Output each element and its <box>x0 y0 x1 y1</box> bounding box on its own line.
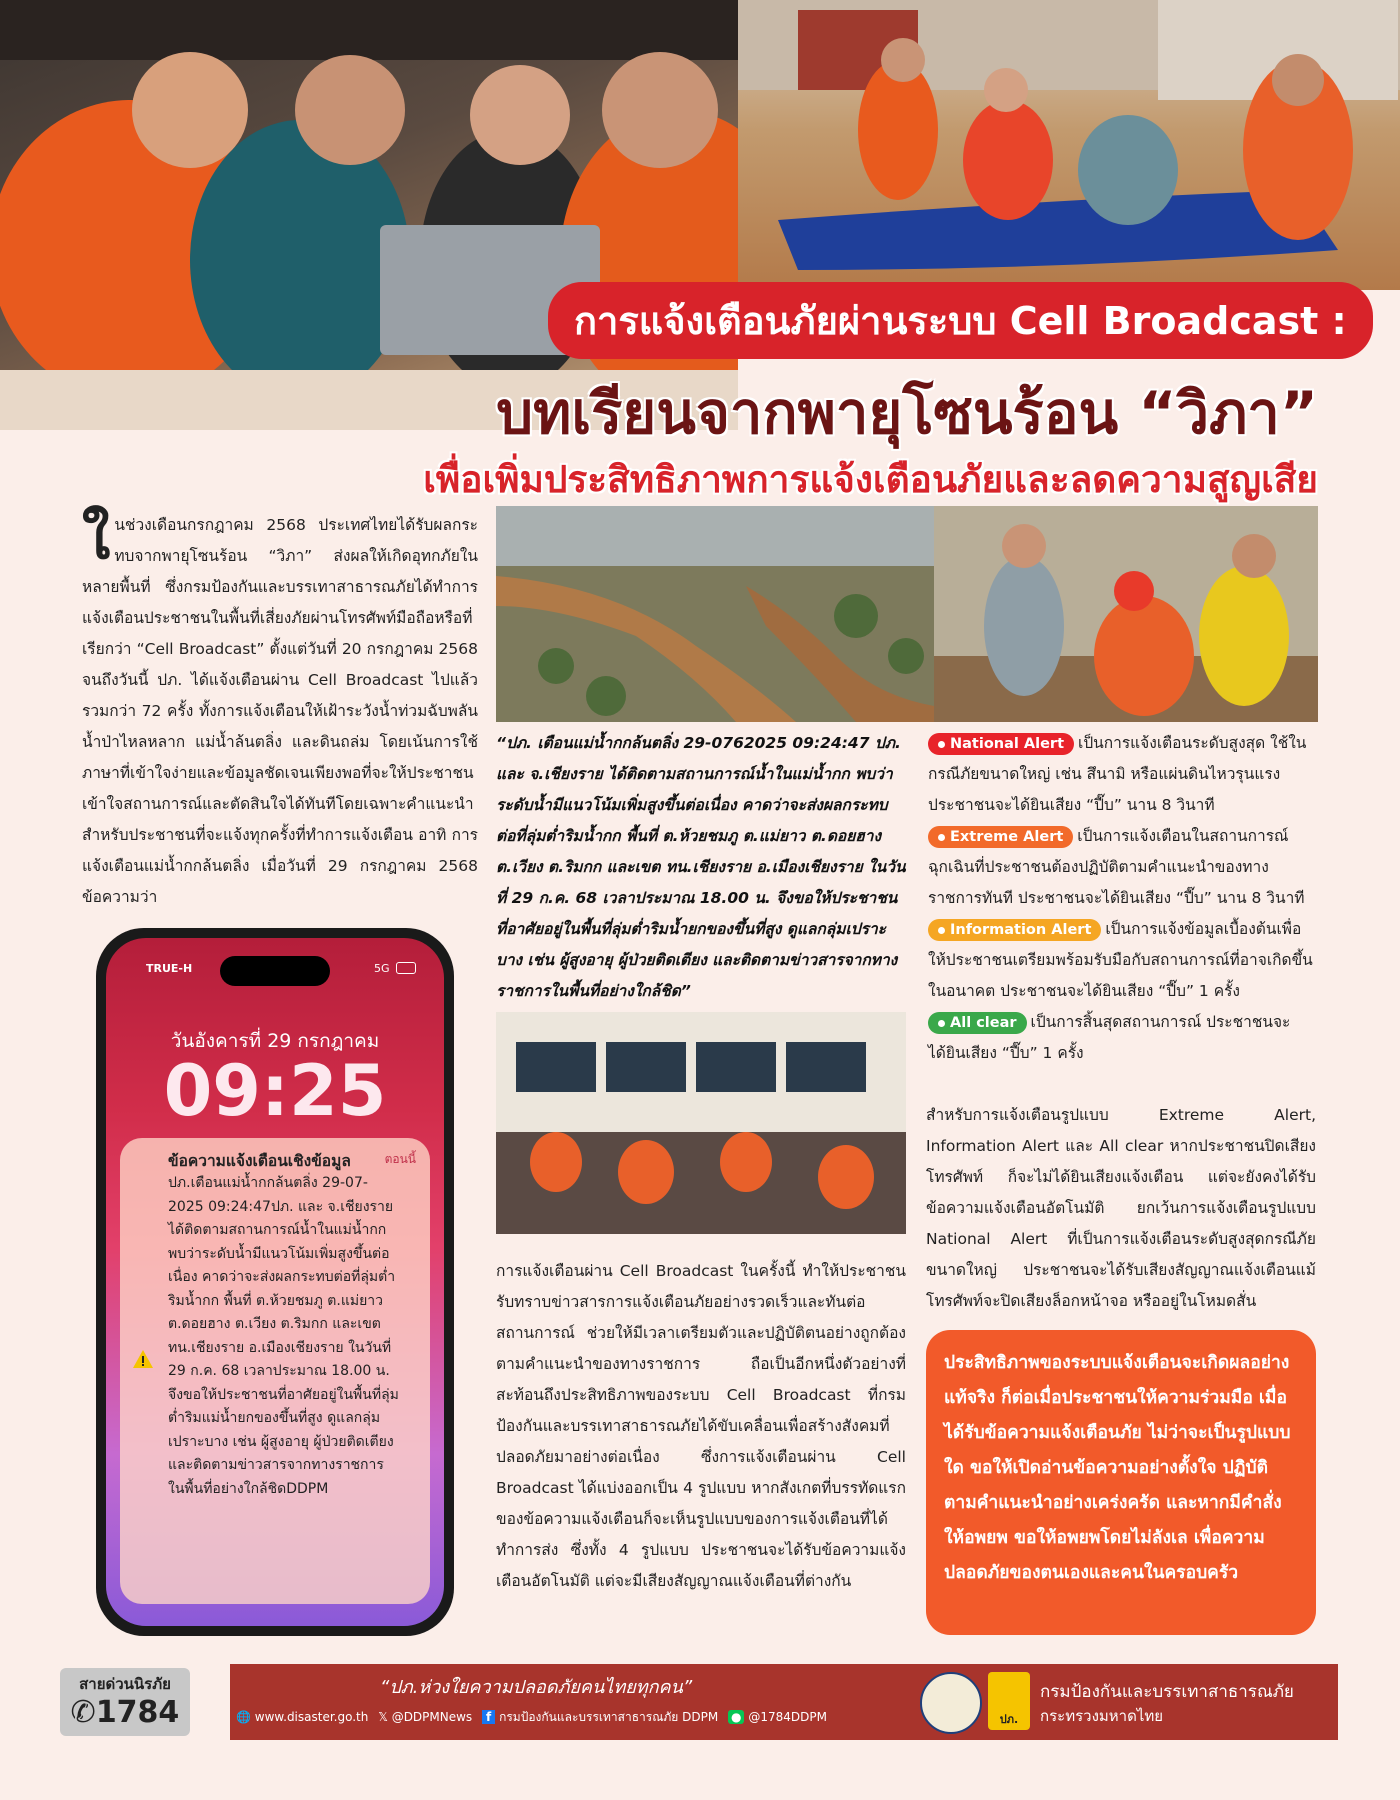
line-icon: ● <box>728 1710 744 1724</box>
phone-icon: ✆ <box>70 1695 96 1730</box>
alert-quote: “ปภ. เตือนแม่น้ำกกล้นตลิ่ง 29-0762025 09:24:47 ปภ. และ จ.เชียงราย ได้ติดตามสถานการณ์น้ำในแม่น้ำกก พบว่าระดับน้ำมีแนวโน้มเพิ่มสูงขึ้นต่อเนื่อง คาดว่าจะส่งผลกระทบต่อที่ลุ่มต่ำริมน้ำกก พื้นที่ ต.ห้วยชมภู ต.แม่ยาว ต.ดอยฮาง ต.เวียง ต.ริมกก และเขต ทน.เชียงราย อ.เมืองเชียงราย ในวันที่ 29 ก.ค. 68 เวลาประมาณ 18.00 น. จึงขอให้ประชาชนที่อาศัยอยู่ในพื้นที่ลุ่มต่ำริมน้ำยกของขึ้นที่สูง ดูแลกลุ่มเปราะบาง เช่น ผู้สูงอายุ ผู้ป่วยติดเตียง และติดตามข่าวสารจากทางราชการในพื้นที่อย่างใกล้ชิด” <box>496 734 906 1000</box>
footer-slogan: “ปภ.ห่วงใยความปลอดภัยคนไทยทุกคน” <box>380 1677 693 1698</box>
ministry-seal-icon <box>920 1672 982 1734</box>
twitter-icon: 𝕏 <box>378 1710 388 1724</box>
footer-bar <box>230 1664 1338 1740</box>
control-room-art <box>496 1012 906 1234</box>
body-paragraph-3: สำหรับการแจ้งเตือนรูปแบบ Extreme Alert, Information Alert และ All clear หากประชาชนปิดเสียงโทรศัพท์ ก็จะไม่ได้ยินเสียงแจ้งเตือน แต่จะยังคงได้รับข้อความแจ้งเตือนอัตโนมัติ ยกเว้นการแจ้งเตือนรูปแบบ National Alert ที่เป็นการแจ้งเตือนระดับสูงสุดกรณีภัยขนาดใหญ่ ประชาชนจะได้รับเสียงสัญญาณแจ้งเตือนแม้โทรศัพท์จะปิดเสียงล็อกหน้าจอ หรืออยู่ในโหมดสั่น <box>926 1106 1316 1310</box>
ddpm-logo <box>988 1672 1030 1730</box>
carrier-label: TRUE-H <box>146 962 193 975</box>
dynamic-island <box>220 956 330 986</box>
phone-mockup <box>96 928 454 1636</box>
alert-types-list <box>928 728 1316 1069</box>
alert-extreme: Extreme Alert เป็นการแจ้งเตือนในสถานการณ์ฉุกเฉินที่ประชาชนต้องปฏิบัติตามคำแนะนำของทางราชการทันที ประชาชนจะได้ยินเสียง “ปี๊บ” นาน 8 วินาที <box>928 827 1305 907</box>
notification-time: ตอนนี้ <box>384 1152 416 1166</box>
rescue-street-photo <box>934 506 1318 722</box>
hotline-label: สายด่วนนิรภัย <box>79 1675 171 1693</box>
body-paragraph-2: การแจ้งเตือนผ่าน Cell Broadcast ในครั้งนี้ ทำให้ประชาชนรับทราบข่าวสารการแจ้งเตือนภัยอย่างรวดเร็วและทันต่อสถานการณ์ ช่วยให้มีเวลาเตรียมตัวและปฏิบัติตนอย่างถูกต้องตามคำแนะนำของทางราชการ ถือเป็นอีกหนึ่งตัวอย่างที่สะท้อนถึงประสิทธิภาพของระบบ Cell Broadcast ที่กรมป้องกันและบรรเทาสาธารณภัยได้ขับเคลื่อนเพื่อสร้างสังคมที่ปลอดภัยมาอย่างต่อเนื่อง ซึ่งการแจ้งเตือนผ่าน Cell Broadcast ได้แบ่งออกเป็น 4 รูปแบบ หากสังเกตที่บรรทัดแรกของข้อความแจ้งเตือนก็จะเห็นรูปแบบของการแจ้งเตือนที่ได้ทำการส่ง ซึ่งทั้ง 4 รูปแบบ ประชาชนจะได้รับข้อความแจ้งเตือนอัตโนมัติ แต่จะมีเสียงสัญญาณแจ้งเตือนที่ต่างกัน <box>496 1262 906 1590</box>
lock-date: วันอังคารที่ 29 กรกฎาคม <box>170 1030 380 1052</box>
main-title: บทเรียนจากพายุโซนร้อน “วิภา” <box>496 379 1318 447</box>
information-alert-pill: Information Alert <box>928 919 1101 941</box>
rescue-street-art <box>934 506 1318 722</box>
org-name: กรมป้องกันและบรรเทาสาธารณภัย <box>1040 1682 1294 1702</box>
national-alert-pill: National Alert <box>928 733 1074 755</box>
alert-notification[interactable] <box>120 1138 430 1604</box>
all-clear-pill: All clear <box>928 1012 1027 1034</box>
alert-all-clear: All clear เป็นการสิ้นสุดสถานการณ์ ประชาชนจะได้ยินเสียง “ปี๊บ” 1 ครั้ง <box>928 1013 1291 1062</box>
hotline-number: 1784 <box>95 1695 180 1730</box>
globe-icon: 🌐 <box>236 1710 251 1724</box>
alert-information: Information Alert เป็นการแจ้งข้อมูลเบื้องต้นเพื่อให้ประชาชนเตรียมพร้อมรับมือกับสถานการณ์ที่อาจเกิดขึ้นในอนาคต ประชาชนจะได้ยินเสียง “ปี๊บ” 1 ครั้ง <box>928 920 1313 1000</box>
org-ministry: กระทรวงมหาดไทย <box>1040 1707 1164 1725</box>
warning-icon <box>132 1348 154 1370</box>
aerial-flood-art <box>496 506 934 722</box>
boat-rescue-art <box>738 0 1400 290</box>
hotline-box <box>60 1668 190 1736</box>
facebook-page[interactable]: กรมป้องกันและบรรเทาสาธารณภัย DDPM <box>499 1710 719 1724</box>
title-pill: การแจ้งเตือนภัยผ่านระบบ Cell Broadcast : <box>548 282 1373 359</box>
aerial-flood-photo <box>496 506 934 722</box>
phone-screen <box>106 938 444 1626</box>
boat-rescue-photo <box>738 0 1400 290</box>
notification-body: ปภ.เตือนแม่น้ำกกล้นตลิ่ง 29-07-2025 09:24:47ปภ. และ จ.เชียงราย ได้ติดตามสถานการณ์น้ำในแม่น้ำกก พบว่าระดับน้ำมีแนวโน้มเพิ่มสูงขึ้นต่อเนื่อง คาดว่าจะส่งผลกระทบต่อที่ลุ่มต่ำริมน้ำกก พื้นที่ ต.ห้วยชมภู ต.แม่ยาว ต.ดอยฮาง ต.เวียง ต.ริมกก และเขต ทน.เชียงราย อ.เมืองเชียงราย ในวันที่ 29 ก.ค. 68 เวลาประมาณ 18.00 น. จึงขอให้ประชาชนที่อาศัยอยู่ในพื้นที่ลุ่มต่ำริมแม่น้ำยกของขึ้นที่สูง ดูแลกลุ่มเปราะบาง เช่น ผู้สูงอายุ ผู้ป่วยติดเตียง และติดตามข่าวสารจากทางราชการในพื้นที่อย่างใกล้ชิดDDPM <box>168 1175 399 1497</box>
twitter-handle[interactable]: @DDPMNews <box>391 1710 473 1724</box>
intro-text: นช่วงเดือนกรกฎาคม 2568 ประเทศไทยได้รับผลกระทบจากพายุโซนร้อน “วิภา” ส่งผลให้เกิดอุทกภัยในหลายพื้นที่ ซึ่งกรมป้องกันและบรรเทาสาธารณภัยได้ทำการแจ้งเตือนประชาชนในพื้นที่เสี่ยงภัยผ่านโทรศัพท์มือถือหรือที่เรียกว่า “Cell Broadcast” ตั้งแต่วันที่ 20 กรกฎาคม 2568 จนถึงวันนี้ ปภ. ได้แจ้งเตือนผ่าน Cell Broadcast ไปแล้วรวมกว่า 72 ครั้ง ทั้งการแจ้งเตือนให้เฝ้าระวังน้ำท่วมฉับพลัน น้ำป่าไหลหลาก แม่น้ำล้นตลิ่ง และดินถล่ม โดยเน้นการใช้ภาษาที่เข้าใจง่ายและข้อมูลชัดเจนเพียงพอที่จะให้ประชาชนเข้าใจสถานการณ์และตัดสินใจได้ทันทีโดยเฉพาะคำแนะนำสำหรับประชาชนที่จะแจ้งทุกครั้งที่ทำการแจ้งเตือน อาทิ การแจ้งเตือนแม่น้ำกกล้นตลิ่ง เมื่อวันที่ 29 กรกฎาคม 2568 ข้อความว่า <box>82 516 478 906</box>
ddpm-logo-text: ปภ. <box>999 1713 1019 1726</box>
line-handle[interactable]: @1784DDPM <box>748 1710 827 1724</box>
website-link[interactable]: www.disaster.go.th <box>254 1710 369 1724</box>
notification-title: ข้อความแจ้งเตือนเชิงข้อมูล <box>168 1152 351 1170</box>
battery-icon <box>396 962 416 974</box>
hotline-number-row <box>60 1696 190 1730</box>
facebook-icon: f <box>482 1710 495 1724</box>
control-room-photo <box>496 1012 906 1234</box>
footer-social-row <box>236 1708 827 1727</box>
dropcap: ใ <box>82 504 111 572</box>
alert-national: National Alert เป็นการแจ้งเตือนระดับสูงสุด ใช้ในกรณีภัยขนาดใหญ่ เช่น สึนามิ หรือแผ่นดินไหวรุนแรง ประชาชนจะได้ยินเสียง “ปี๊บ” นาน 8 วินาที <box>928 734 1307 814</box>
intro-paragraph <box>82 504 478 920</box>
subtitle: เพื่อเพิ่มประสิทธิภาพการแจ้งเตือนภัยและลดความสูญเสีย <box>423 458 1318 501</box>
lock-time: 09:25 <box>163 1050 387 1132</box>
extreme-alert-pill: Extreme Alert <box>928 826 1073 848</box>
callout-box: ประสิทธิภาพของระบบแจ้งเตือนจะเกิดผลอย่างแท้จริง ก็ต่อเมื่อประชาชนให้ความร่วมมือ เมื่อได้รับข้อความแจ้งเตือนภัย ไม่ว่าจะเป็นรูปแบบใด ขอให้เปิดอ่านข้อความอย่างตั้งใจ ปฏิบัติตามคำแนะนำอย่างเคร่งครัด และหากมีคำสั่งให้อพยพ ขอให้อพยพโดยไม่ลังเล เพื่อความปลอดภัยของตนเองและคนในครอบครัว <box>926 1330 1316 1635</box>
signal-label: 5G <box>374 962 390 975</box>
